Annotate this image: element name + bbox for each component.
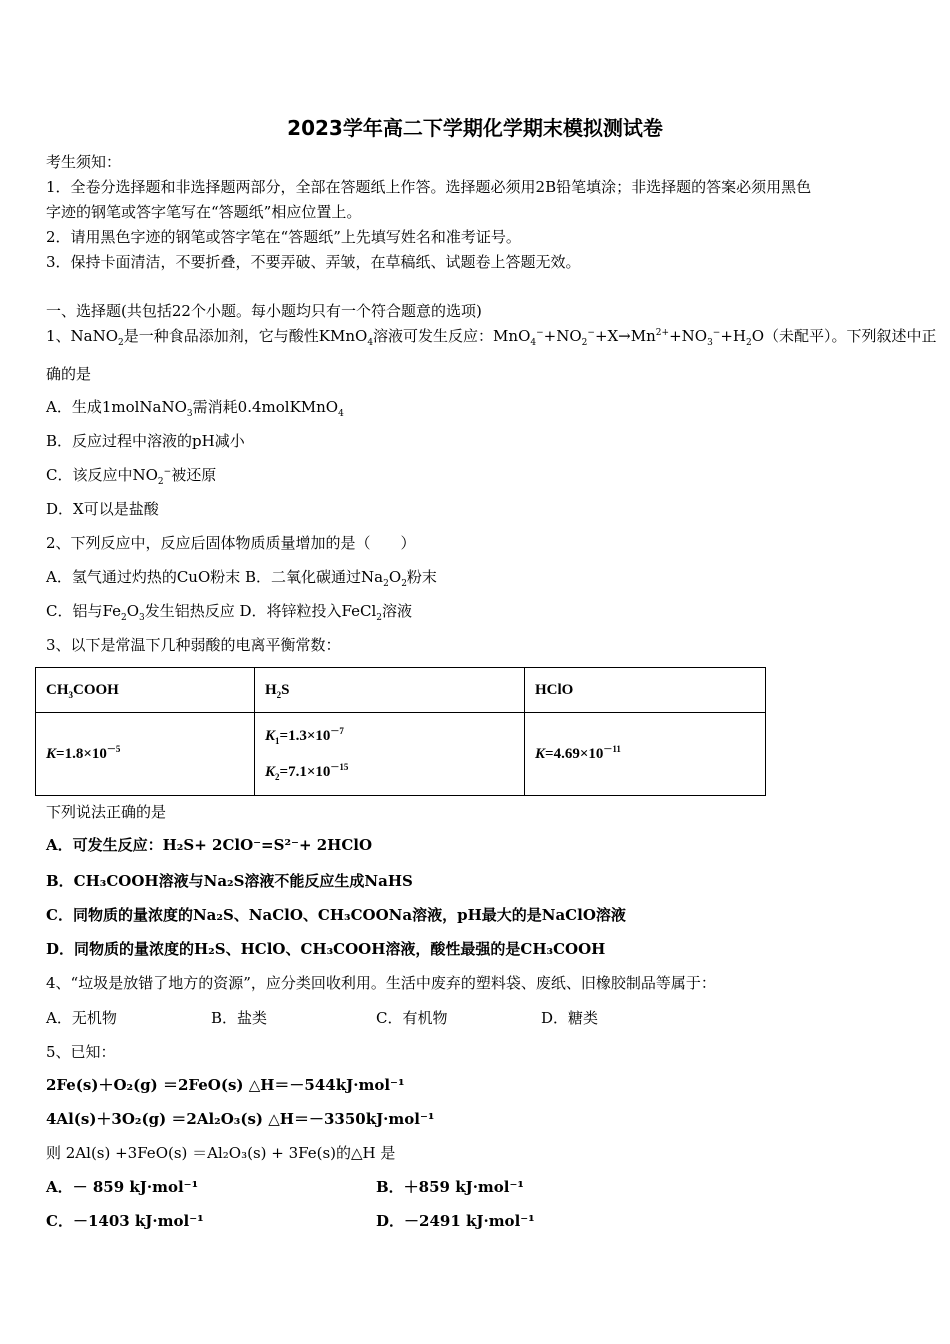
table-header-row xyxy=(36,668,766,713)
q4-option-b: B．盐类 xyxy=(211,1009,268,1027)
q1-option-d: D．X可以是盐酸 xyxy=(46,500,159,518)
q5-option-d: D．－2491 kJ·mol⁻¹ xyxy=(376,1212,535,1230)
table-value-row xyxy=(36,713,766,796)
q5-option-b: B．＋859 kJ·mol⁻¹ xyxy=(376,1178,524,1196)
header-ch3cooh: $CH_3COOH$ xyxy=(36,668,255,713)
q2-options-ab: A．氢气通过灼热的CuO粉末 B．二氧化碳通过$Na_2O_2$粉末 xyxy=(46,568,437,589)
ka-hclo: $K=4.69\times 10^{-11}$ xyxy=(525,713,766,796)
q5-equation-1: 2Fe(s)＋O₂(g) ＝2FeO(s) △H＝－544kJ·mol⁻¹ xyxy=(46,1076,405,1094)
q3-option-d: D．同物质的量浓度的H₂S、HClO、CH₃COOH溶液，酸性最强的是CH₃COOH xyxy=(46,940,606,958)
q4-option-c: C．有机物 xyxy=(376,1009,448,1027)
q3-stem: 3、以下是常温下几种弱酸的电离平衡常数： xyxy=(46,636,341,654)
q4-option-a: A．无机物 xyxy=(46,1009,117,1027)
q3-option-c: C．同物质的量浓度的Na₂S、NaClO、CH₃COONa溶液，pH最大的是NaClO溶液 xyxy=(46,906,626,924)
page-title: 2023学年高二下学期化学期末模拟测试卷 xyxy=(287,116,663,140)
q4-option-d: D．糖类 xyxy=(541,1009,599,1027)
header-hclo: HClO xyxy=(525,668,766,713)
q2-stem: 2、下列反应中，反应后固体物质质量增加的是（ ） xyxy=(46,534,416,552)
q5-stem: 5、已知： xyxy=(46,1043,116,1061)
ka-h2s-k2: $K_2=7.1\times 10^{-15}$ xyxy=(265,762,349,782)
q5-equation-2: 4Al(s)＋3O₂(g) ＝2Al₂O₃(s) △H＝－3350kJ·mol⁻¹ xyxy=(46,1110,435,1128)
q4-stem: 4、“垃圾是放错了地方的资源”，应分类回收利用。生活中废弃的塑料袋、废纸、旧橡胶制品等属于： xyxy=(46,974,716,992)
q2-options-cd: C．铝与$Fe_2O_3$发生铝热反应 D．将锌粒投入FeCl$_2$溶液 xyxy=(46,602,413,623)
notice-item-1: 1．全卷分选择题和非选择题两部分，全部在答题纸上作答。选择题必须用2B铅笔填涂；非选择题的答案必须用黑色 xyxy=(46,178,812,196)
q1-stem-cont: 确的是 xyxy=(46,365,92,383)
q5-option-a: A．－ 859 kJ·mol⁻¹ xyxy=(46,1178,199,1196)
q1-stem: 1、NaNO$_2$是一种食品添加剂，它与酸性KMnO$_4$溶液可发生反应：$MnO_4^-+NO_2^-+X\to Mn^{2+}+NO_3^-+H_2O$（未配平）。下列叙述中正 xyxy=(46,327,937,348)
header-h2s: $H_2S$ xyxy=(255,668,525,713)
ka-ch3cooh: $K=1.8\times 10^{-5}$ xyxy=(36,713,255,796)
ionization-constant-table xyxy=(35,667,766,796)
notice-item-1-cont: 字迹的钢笔或答字笔写在“答题纸”相应位置上。 xyxy=(46,203,362,221)
q5-option-c: C．－1403 kJ·mol⁻¹ xyxy=(46,1212,204,1230)
ka-h2s-k1: $K_1=1.3\times 10^{-7}$ xyxy=(265,726,344,746)
q5-question: 则 2Al(s) +3FeO(s) ＝Al₂O₃(s) + 3Fe(s)的△H 是 xyxy=(46,1144,396,1162)
q3-lead: 下列说法正确的是 xyxy=(46,803,167,821)
section-heading: 一、选择题(共包括22个小题。每小题均只有一个符合题意的选项) xyxy=(46,302,482,320)
q3-option-a: A．可发生反应：H₂S+ 2ClO⁻=S²⁻+ 2HClO xyxy=(46,836,373,854)
notice-heading: 考生须知： xyxy=(46,153,122,171)
notice-item-2: 2．请用黑色字迹的钢笔或答字笔在“答题纸”上先填写姓名和准考证号。 xyxy=(46,228,521,246)
q3-option-b: B．CH₃COOH溶液与Na₂S溶液不能反应生成NaHS xyxy=(46,872,413,890)
q1-option-c: C．该反应中$NO_2^-$被还原 xyxy=(46,466,217,487)
q1-option-b: B．反应过程中溶液的pH减小 xyxy=(46,432,245,450)
notice-item-3: 3．保持卡面清洁，不要折叠，不要弄破、弄皱，在草稿纸、试题卷上答题无效。 xyxy=(46,253,581,271)
ka-h2s xyxy=(255,713,525,796)
q1-option-a: A．生成1molNaNO$_3$需消耗0.4molKMnO$_4$ xyxy=(46,398,344,419)
